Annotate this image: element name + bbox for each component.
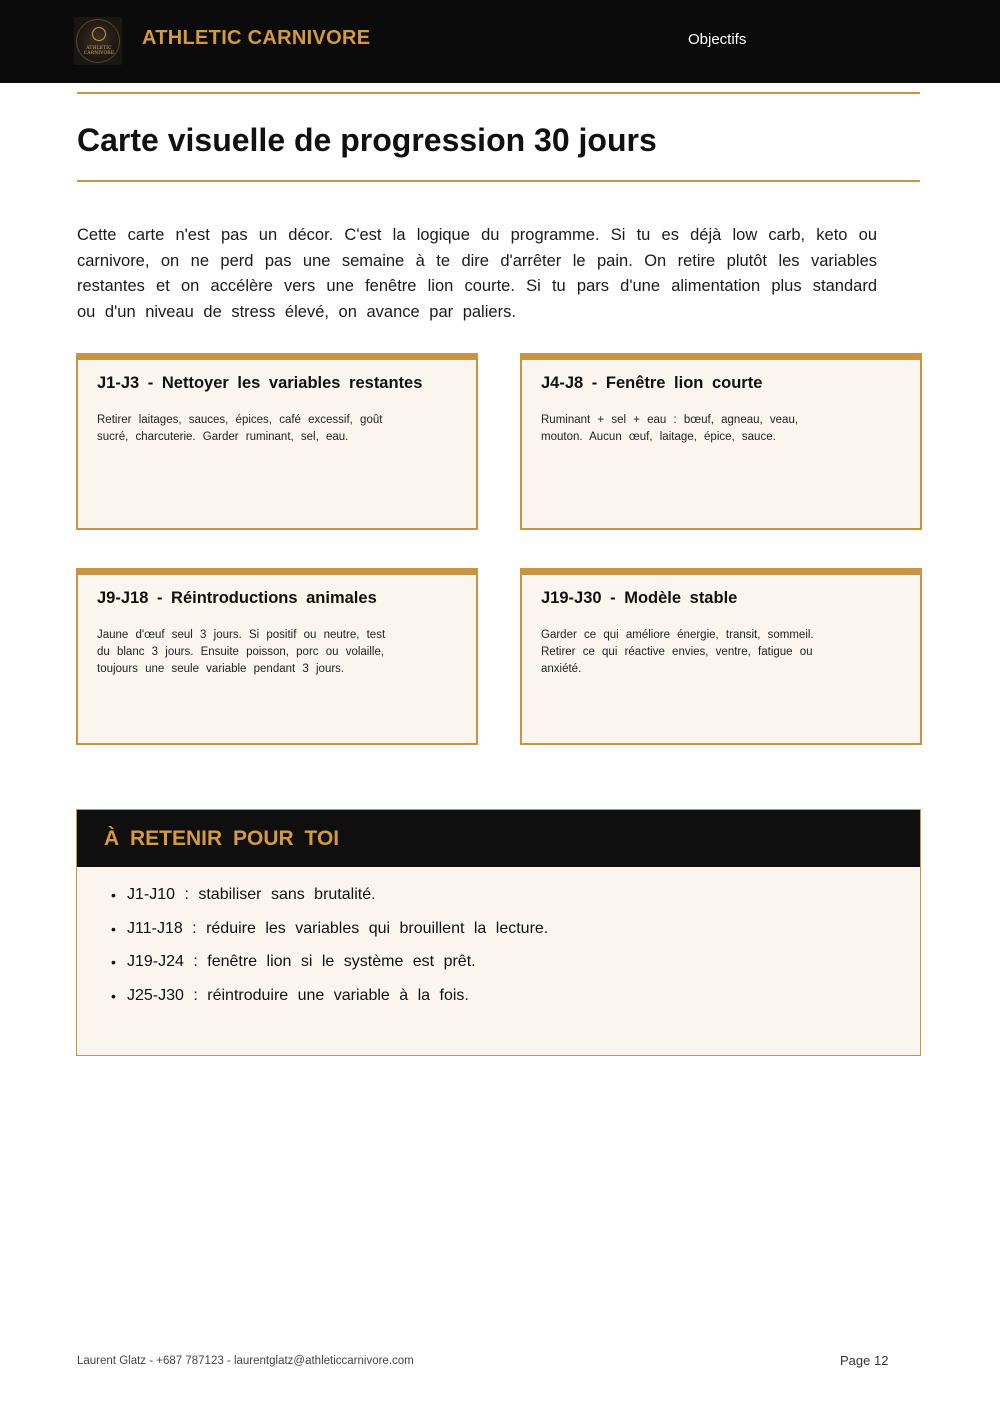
phase-card-title: J9-J18 - Réintroductions animales	[97, 589, 377, 607]
recap-item	[111, 952, 548, 986]
footer-contact: Laurent Glatz - +687 787123 - laurentglatz@athleticcarnivore.com	[77, 1355, 414, 1367]
logo-text-line-1: ATHLETIC	[86, 46, 112, 51]
brand-logo	[74, 17, 122, 65]
divider-top	[77, 92, 920, 94]
phase-card-body: Retirer laitages, sauces, épices, café excessif, goût sucré, charcuterie. Garder ruminant, sel, eau.	[97, 414, 383, 443]
page-number: Page 12	[840, 1353, 889, 1368]
phase-card-title: J4-J8 - Fenêtre lion courte	[541, 374, 763, 392]
phase-card-body: Garder ce qui améliore énergie, transit, sommeil. Retirer ce qui réactive envies, ventre, fatigue ou anxiété.	[541, 629, 814, 675]
top-bar	[0, 0, 1000, 83]
brand-name: ATHLETIC CARNIVORE	[142, 27, 371, 49]
phase-card-body: Jaune d'œuf seul 3 jours. Si positif ou neutre, test du blanc 3 jours. Ensuite poisson, porc ou volaille, toujours une seule variable pendant 3 jours.	[97, 629, 386, 675]
bullet-icon: •	[111, 954, 116, 970]
divider-under-title	[77, 180, 920, 182]
recap-item-text: J25-J30 : réintroduire une variable à la fois.	[127, 986, 469, 1004]
recap-box	[76, 809, 921, 1056]
phase-card-j4-j8	[520, 353, 922, 530]
logo-emblem-icon	[76, 19, 120, 63]
phase-card-title: J19-J30 - Modèle stable	[541, 589, 738, 607]
intro-paragraph: Cette carte n'est pas un décor. C'est la logique du programme. Si tu es déjà low carb, keto ou carnivore, on ne perd pas une semaine à te dire d'arrêter le pain. On retire plutôt les variables restantes et on accélère vers une fenêtre lion courte. Si tu pars d'une alimentation plus standard ou d'un niveau de stress élevé, on avance par paliers.	[77, 226, 877, 321]
recap-item-text: J19-J24 : fenêtre lion si le système est prêt.	[127, 953, 476, 970]
logo-text	[77, 46, 121, 56]
phase-card-body: Ruminant + sel + eau : bœuf, agneau, veau, mouton. Aucun œuf, laitage, épice, sauce.	[541, 414, 799, 443]
recap-title: À RETENIR POUR TOI	[104, 827, 340, 850]
phase-card-j9-j18	[76, 568, 478, 745]
phase-card-title: J1-J3 - Nettoyer les variables restantes	[97, 374, 423, 392]
recap-item	[111, 885, 548, 919]
logo-ring-icon	[92, 27, 106, 41]
recap-header	[77, 810, 920, 867]
recap-item	[111, 986, 548, 1020]
bullet-icon: •	[111, 920, 116, 937]
logo-text-line-2: CARNIVORE	[83, 51, 115, 56]
bullet-icon: •	[111, 987, 116, 1004]
recap-list	[111, 885, 548, 1019]
recap-item	[111, 919, 548, 953]
phase-card-j1-j3	[76, 353, 478, 530]
recap-item-text: J11-J18 : réduire les variables qui brouillent la lecture.	[127, 919, 549, 937]
page-title: Carte visuelle de progression 30 jours	[77, 122, 657, 158]
bullet-icon: •	[111, 887, 116, 903]
phase-card-j19-j30	[520, 568, 922, 745]
recap-item-text: J1-J10 : stabiliser sans brutalité.	[127, 886, 376, 903]
section-label: Objectifs	[688, 31, 747, 48]
